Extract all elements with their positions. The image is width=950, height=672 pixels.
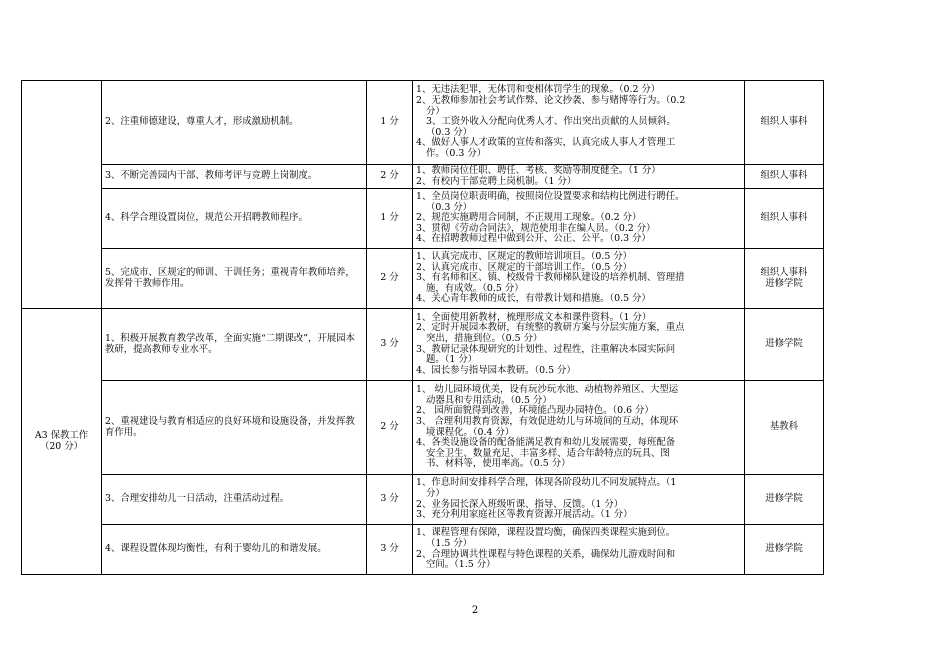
table-row (22, 525, 824, 575)
table-row (22, 81, 824, 165)
item-cell: 2、重视建设与教育相适应的良好环境和设施设备，并发挥教育作用。 (102, 381, 367, 475)
item-cell: 3、合理安排幼儿一日活动，注重活动过程。 (102, 475, 367, 525)
dept-cell: 组织人事科 (745, 165, 824, 189)
score-cell: 2 分 (367, 249, 413, 309)
category-name: A3 保教工作 (34, 429, 89, 441)
evaluation-table (21, 80, 824, 575)
dept-cell: 组织人事科 (745, 81, 824, 165)
dept-cell: 组织人事科 (745, 189, 824, 249)
item-cell: 3、不断完善园内干部、教师考评与竞聘上岗制度。 (102, 165, 367, 189)
score-cell: 3 分 (367, 525, 413, 575)
criteria-cell: 1、课程管理有保障，课程设置均衡，确保四类课程实施到位。 （1.5 分） 2、合理协调共性课程与特色课程的关系，确保幼儿游戏时间和 空间。（1.5 分） (413, 525, 745, 575)
criteria-cell: 1、 幼儿园环境优美，设有玩沙玩水池、动植物养殖区、大型运 动器具和专用活动。（0.5 分） 2、 园所面貌得到改善，环境能凸现办园特色。（0.6 分） 3、 合理利用教育资源，有效促进幼儿与环境间的互动，体现环 境课程化。（0.4 分） 4、各类设施设备的配备能满足教育和幼儿发展需要，每班配备 安全卫生、数量充足、丰富多样、适合年龄特点的玩具、图 书、材料等，使用率高。（0.5 分） (413, 381, 745, 475)
item-cell: 4、课程设置体现均衡性，有利于婴幼儿的和谐发展。 (102, 525, 367, 575)
dept-cell: 进修学院 (745, 475, 824, 525)
score-cell: 1 分 (367, 81, 413, 165)
page-number: 2 (471, 605, 479, 616)
table-row (22, 475, 824, 525)
dept-cell: 进修学院 (745, 525, 824, 575)
score-cell: 3 分 (367, 475, 413, 525)
item-cell: 4、科学合理设置岗位，规范公开招聘教师程序。 (102, 189, 367, 249)
item-cell: 5、完成市、区规定的师训、干训任务；重视青年教师培养，发挥骨干教师作用。 (102, 249, 367, 309)
criteria-cell: 1、认真完成市、区规定的教师培训项目。（0.5 分） 2、认真完成市、区规定的干部培训工作。（0.5 分） 3、有名师和区、镇、校级骨干教师梯队建设的培养机制、管理措 施，有成效。（0.5 分） 4、关心青年教师的成长，有带教计划和措施。（0.5 分） (413, 249, 745, 309)
table-row (22, 381, 824, 475)
score-cell: 2 分 (367, 381, 413, 475)
item-cell: 2、注重师德建设，尊重人才，形成激励机制。 (102, 81, 367, 165)
item-cell: 1、积极开展教育教学改革，全面实施“二期课改”，开展园本教研，提高教师专业水平。 (102, 309, 367, 381)
criteria-cell: 1、全员岗位职责明确，按照岗位设置要求和结构比例进行聘任。 （0.3 分） 2、规范实施聘用合同制，不正规用工现象。（0.2 分） 3、贯彻《劳动合同法》，规范使用非在编人员。（0.2 分） 4、在招聘教师过程中做到公开、公正、公平。（0.3 分） (413, 189, 745, 249)
criteria-cell: 1、无违法犯罪，无体罚和变相体罚学生的现象。（0.2 分） 2、无教师参加社会考试作弊、论文抄袭、参与赌博等行为。（0.2 分） 3、工资外收入分配向优秀人才、作出突出贡献的人员倾斜。 （0.3 分） 4、做好人事人才政策的宣传和落实，认真完成人事人才管理工 作。（0.3 分） (413, 81, 745, 165)
score-cell: 3 分 (367, 309, 413, 381)
table-row (22, 249, 824, 309)
table-row (22, 189, 824, 249)
score-cell: 1 分 (367, 189, 413, 249)
dept-cell: 基教科 (745, 381, 824, 475)
dept-cell: 组织人事科 进修学院 (745, 249, 824, 309)
criteria-cell: 1、作息时间安排科学合理，体现各阶段幼儿不同发展特点。（1 分） 2、业务园长深入班级听课、指导、反馈。（1 分） 3、充分利用家庭社区等教育资源开展活动。（1 分） (413, 475, 745, 525)
dept-cell: 进修学院 (745, 309, 824, 381)
criteria-cell: 1、全面使用新教材，梳理形成文本和课件资料。（1 分） 2、定时开展园本教研，有统整的教研方案与分层实施方案，重点 突出，措施到位。（0.5 分） 3、教研记录体现研究的计划性、过程性，注重解决本园实际问 题。（1 分） 4、园长参与指导园本教研。（0.5 分） (413, 309, 745, 381)
criteria-cell: 1、教师岗位任职、聘任、考核、奖励等制度健全。（1 分） 2、有校内干部竞聘上岗机制。（1 分） (413, 165, 745, 189)
category-cell (22, 309, 102, 575)
category-cell-empty (22, 81, 102, 309)
table-row (22, 309, 824, 381)
table-row (22, 165, 824, 189)
score-cell: 2 分 (367, 165, 413, 189)
category-score: （20 分） (39, 440, 84, 452)
